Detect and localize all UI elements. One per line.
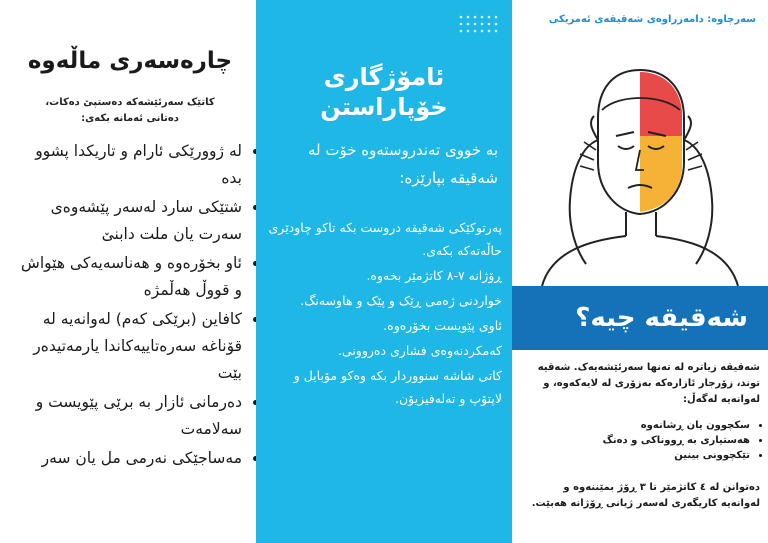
list-item: • دەرمانی ئازار بە برێی پێویست و سەلامەت <box>14 389 242 443</box>
home-remedies-subtitle: کاتێک سەرئێشەکە دەستپێ دەکات، دەتانی ئەمانە بکەی: <box>45 97 215 124</box>
list-item: • پەرتوکێکی شەقیقە دروست بکە تاکو چاودێری حاڵەتەکە بکەی. <box>266 216 502 262</box>
dots-pattern-icon <box>458 14 502 38</box>
list-item: • کاتی شاشە سنووردار بکە وەکو مۆبایل و لاپتۆپ و تەلەفیزیۆن. <box>266 364 502 410</box>
source-eyebrow: سەرچاوە: دامەزراوەی شەقیقەی ئەمریکی <box>548 14 756 25</box>
list-item: • مەساجێکی نەرمی مل یان سەر <box>14 445 242 472</box>
list-item: • ئاو بخۆرەوە و هەناسەیەکی هێواش و قووڵ هەڵمژە <box>14 250 242 304</box>
list-item: • تێکچوونی بینین <box>582 448 750 463</box>
list-item: • کەمکردنەوەی فشاری دەروونی. <box>266 339 502 362</box>
symptoms-list <box>582 418 768 463</box>
prevention-intro: بە خووی تەندروستەوە خۆت لە شەقیقە بپارێزە: <box>307 141 498 187</box>
list-item: • ڕۆژانە ٧-٨ کاتژمێر بخەوە. <box>266 264 502 287</box>
home-remedies-list <box>14 138 264 474</box>
prevention-panel <box>256 0 512 543</box>
list-item: • کافاین (برێکی کەم) لەوانەیە لە قۆناغە سەرەتاییەکاندا یارمەتیدەر بێت <box>14 306 242 387</box>
list-item: • هەستیاری بە ڕووناکی و دەنگ <box>582 433 750 448</box>
list-item: • شتێکی سارد لەسەر پێشەوەی سەرت یان ملت دابنێ <box>14 194 242 248</box>
home-remedies-panel <box>0 0 256 543</box>
list-item: • سکچوون یان ڕشانەوە <box>582 418 750 433</box>
home-remedies-title: چارەسەری ماڵەوە <box>27 48 233 74</box>
what-is-migraine-panel <box>512 0 768 543</box>
what-is-migraine-heading: شەقیقە چیە؟ <box>575 303 748 333</box>
list-item: • خواردنی ژەمی ڕێک و پێک و هاوسەنگ. <box>266 289 502 312</box>
heading-banner <box>512 286 768 350</box>
prevention-title: ئامۆژگاری خۆپاراستن <box>320 63 448 121</box>
duration-note: دەتوانن لە ٤ کاتژمێر تا ٣ ڕۆژ بمێننەوە و لەوانەیە کاریگەری لەسەر ژیانی ڕۆژانە هەبێت. <box>531 482 760 509</box>
list-item: • ئاوی پێویست بخۆرەوە. <box>266 314 502 337</box>
prevention-list <box>266 216 522 412</box>
headache-illustration <box>522 50 758 290</box>
list-item: • لە ژوورێکی ئارام و تاریکدا پشوو بدە <box>14 138 242 192</box>
migraine-description: شەقیقە زیاترە لە تەنها سەرئێشەیەک. شەقیە توند، زۆرجار ئازارەکە بەزۆری لە لایەکەوە، و لەوانەیە لەگەڵ: <box>537 362 760 405</box>
